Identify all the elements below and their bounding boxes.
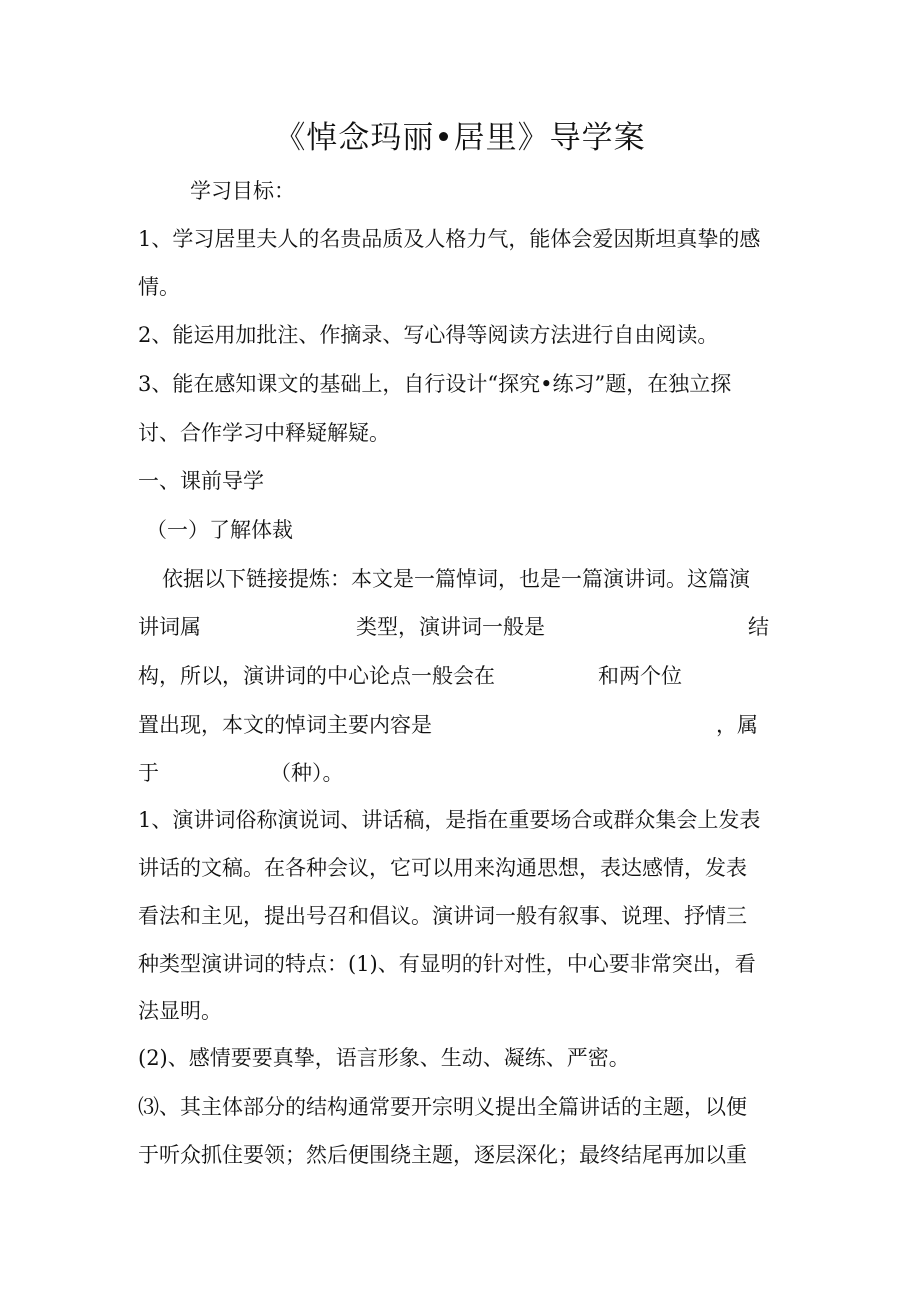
para-1-line-2a: 讲词属 — [138, 615, 201, 639]
point-3-line-2: 于听众抓住要领；然后便围绕主题，逐层深化；最终结尾再加以重 — [138, 1143, 747, 1167]
para-1-line-3a: 构，所以，演讲词的中心论点一般会在 — [138, 664, 495, 688]
para-1-line-5a: 于 — [138, 761, 159, 785]
point-2: (2)、感情要要真挚，语言形象、生动、凝练、严密。 — [138, 1046, 630, 1070]
para-1-line-3b: 和两个位 — [598, 664, 682, 688]
point-3-line-1: ⑶、其主体部分的结构通常要开宗明义提出全篇讲话的主题，以便 — [138, 1095, 747, 1119]
objective-3-line-1: 3、能在感知课文的基础上，自行设计“探究•练习”题，在独立探 — [138, 372, 732, 396]
para-1-line-5b: （种）。 — [270, 761, 344, 785]
objectives-heading: 学习目标： — [190, 179, 295, 203]
objective-3-line-2: 讨、合作学习中释疑解疑。 — [138, 421, 390, 445]
para-1-line-1: 依据以下链接提炼：本文是一篇悼词，也是一篇演讲词。这篇演 — [162, 567, 750, 591]
para-1-line-4a: 置出现，本文的悼词主要内容是 — [138, 713, 432, 737]
para-1-line-2c: 结 — [748, 615, 769, 639]
objective-1-line-2: 情。 — [138, 275, 180, 299]
para-2-line-3: 看法和主见，提出号召和倡议。演讲词一般有叙事、说理、抒情三 — [138, 904, 747, 928]
subsection-heading-1: （一）了解体裁 — [146, 518, 293, 542]
section-heading-1: 一、课前导学 — [138, 469, 264, 493]
objective-1-line-1: 1、学习居里夫人的名贵品质及人格力气，能体会爱因斯坦真挚的感 — [138, 227, 761, 251]
para-2-line-1: 1、演讲词俗称演说词、讲话稿，是指在重要场合或群众集会上发表 — [138, 808, 761, 832]
para-2-line-4: 种类型演讲词的特点：(1)、有显明的针对性，中心要非常突出，看 — [138, 952, 756, 976]
objective-2: 2、能运用加批注、作摘录、写心得等阅读方法进行自由阅读。 — [138, 323, 719, 347]
para-2-line-2: 讲话的文稿。在各种会议，它可以用来沟通思想，表达感情，发表 — [138, 856, 747, 880]
document-title: 《悼念玛丽•居里》导学案 — [274, 120, 646, 156]
para-1-line-4b: ，属 — [716, 713, 758, 737]
para-2-line-5: 法显明。 — [138, 999, 222, 1023]
para-1-line-2b: 类型，演讲词一般是 — [356, 615, 545, 639]
